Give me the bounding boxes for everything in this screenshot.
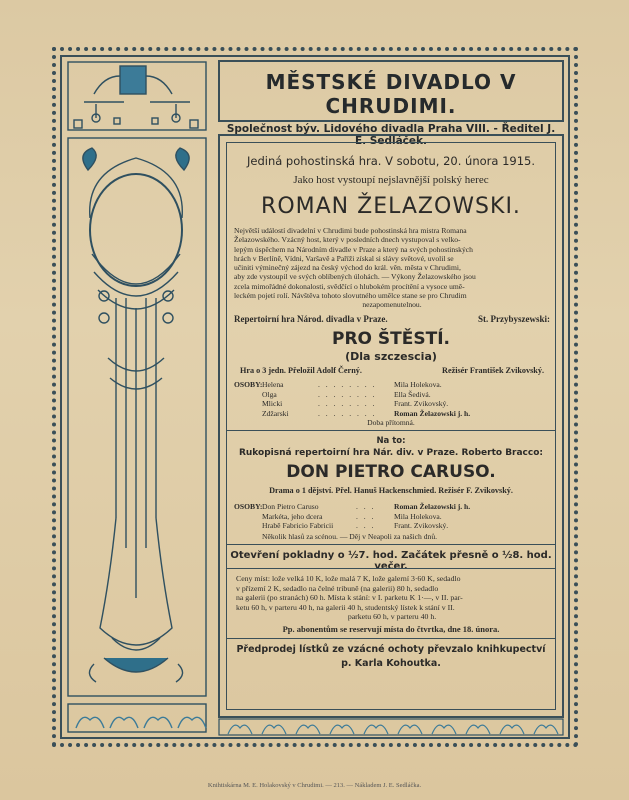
presale-line1: Předprodej lístků ze vzácné ochoty převzalo knihkupectví (236, 644, 546, 655)
divider (226, 544, 556, 545)
paragraph-line: hrách v Berlíně, Vídni, Varšavě a Paříži získal si slávy světové, uvolil se (234, 253, 454, 263)
play1-title: PRO ŠTĚSTÍ. (332, 329, 450, 349)
presale-line2: p. Karla Kohoutka. (341, 658, 441, 669)
play2-cast-roles (262, 502, 333, 531)
cast-role: Olga (262, 389, 277, 399)
guest-name: ROMAN ŽELAZOWSKI. (261, 194, 521, 219)
play1-time: Doba přítomná. (367, 418, 415, 427)
cast-role: Markéta, jeho dcera (262, 511, 323, 521)
announcement-line2: Jako host vystoupí nejslavnější polský herec (293, 174, 489, 186)
prices-block (236, 574, 548, 622)
play1-cast-actors (394, 380, 470, 418)
play2-title: DON PIETRO CARUSO. (286, 462, 496, 482)
play2-footnote: Několik hlasů za scénou. — Děj v Neapoli za našich dnů. (262, 532, 438, 541)
announcement-line1: Jediná pohostinská hra. V sobotu, 20. února 1915. (246, 154, 536, 168)
play1-repertoire (234, 314, 550, 324)
paragraph-line: Želazowského. Vzácný host, který v posledních dnech vystupoval s velko- (234, 235, 461, 245)
cast-role: Hrabě Fabricio Fabricii (262, 521, 334, 530)
play2-info: Drama o 1 dějství. Přel. Hanuš Hackenschmied. Režisér F. Zvikovský. (269, 486, 513, 495)
play1-translator: Hra o 3 jedn. Přeložil Adolf Černý. (240, 366, 362, 375)
cast-actor: Frant. Zvikovský. (394, 399, 449, 408)
cast-actor: Roman Želazowski j. h. (394, 502, 471, 511)
opening-times: Otevření pokladny o ½7. hod. Začátek přesně o ½8. hod. večer. (230, 550, 552, 572)
play1-repertoire-left: Repertoirní hra Národ. divadla v Praze. (234, 314, 388, 324)
play1-info (240, 366, 544, 375)
paragraph-line: leckém pojetí rolí. Návštěva tohoto slovutného umělce stane se pro Chrudim (234, 291, 467, 301)
price-line: ketu 60 h, v parteru 40 h, na galerii 40 h, studentský lístek k stání v II. (236, 602, 455, 612)
cast-role: Helena (262, 380, 284, 389)
play1-author: St. Przybyszewski: (478, 314, 550, 324)
cast-actor: Frant. Zvikovský. (394, 521, 449, 530)
printer-footer: Knihtiskárna M. E. Holakovský v Chrudimi. — 213. — Nákladem J. E. Sedláčka. (207, 782, 422, 789)
play1-osoby-label: OSOBY: (234, 380, 263, 389)
paragraph-line: nezapomenutelnou. (362, 300, 422, 310)
price-line: Ceny míst: lože velká 10 K, lože malá 7 K, lože galerní 3·60 K, sedadlo (236, 574, 461, 583)
paragraph-line: aby zde vystoupil ve svých oblíbených úlohách. — Výkony Želazowského jsou (234, 272, 476, 282)
divider (226, 430, 556, 431)
paragraph-line: Největší událostí divadelní v Chrudimi bude pohostinská hra mistra Romana (234, 226, 467, 235)
play2-repertoire: Rukopisná repertoirní hra Nár. div. v Praze. Roberto Bracco: (238, 448, 544, 458)
paragraph-line: učiniti výminečný zájezd na český východ do král. věn. města v Chrudimi, (234, 263, 461, 273)
play1-cast-roles (262, 380, 289, 418)
divider (226, 568, 556, 569)
cast-role: Zdžarski (262, 408, 289, 418)
art-nouveau-ornament (64, 58, 210, 736)
price-line: parketu 60 h, v parteru 40 h. (347, 612, 437, 622)
theatre-name: MĚSTSKÉ DIVADLO V CHRUDIMI. (265, 70, 517, 118)
announcement-paragraph (234, 226, 550, 310)
company-line: Společnost býv. Lidového divadla Praha VIII. - Ředitel J. E. Sedláček. (226, 123, 556, 147)
cast-actor: Ella Šedivá. (394, 389, 431, 399)
cast-role: Don Pietro Caruso (262, 502, 319, 511)
play2-osoby-label: OSOBY: (234, 502, 263, 511)
play1-director: Režisér František Zvikovský. (442, 366, 544, 375)
divider (226, 638, 556, 639)
play2-na-to: Na to: (376, 436, 406, 446)
price-line: na galerii (po stranách) 60 h. Místa k stání: v I. parketu K 1·—, v II. par- (236, 593, 463, 603)
play1-subtitle: (Dla szczescia) (345, 350, 437, 363)
cast-actor: Mila Holekova. (394, 511, 442, 521)
paragraph-line: zcela mimořádné dokonalosti, svědčící o hlubokém procítění a vysoce umě- (234, 281, 465, 291)
play2-cast-actors (394, 502, 470, 531)
price-line: v přízemí 2 K, sedadlo na čelné tribuně (na galerii) 80 h, sedadlo (236, 583, 439, 593)
abonent-note: Pp. abonentům se reservují místa do čtvrtka, dne 18. února. (282, 624, 500, 634)
cast-actor: Roman Želazowski j. h. (394, 408, 471, 418)
cast-actor: Mila Holekova. (394, 380, 442, 389)
cast-dots: . . . . . . . . . (356, 502, 376, 530)
cast-role: Mlicki (262, 399, 283, 408)
cast-dots: . . . . . . . . . . . . . . . . . . . . . . . . . . . . . . . . (318, 380, 377, 418)
header-box (218, 60, 564, 147)
ornament-band (218, 718, 564, 736)
paragraph-line: lepým úspěchem na Národním divadle v Praze a který na svých pohostinských (234, 244, 473, 254)
